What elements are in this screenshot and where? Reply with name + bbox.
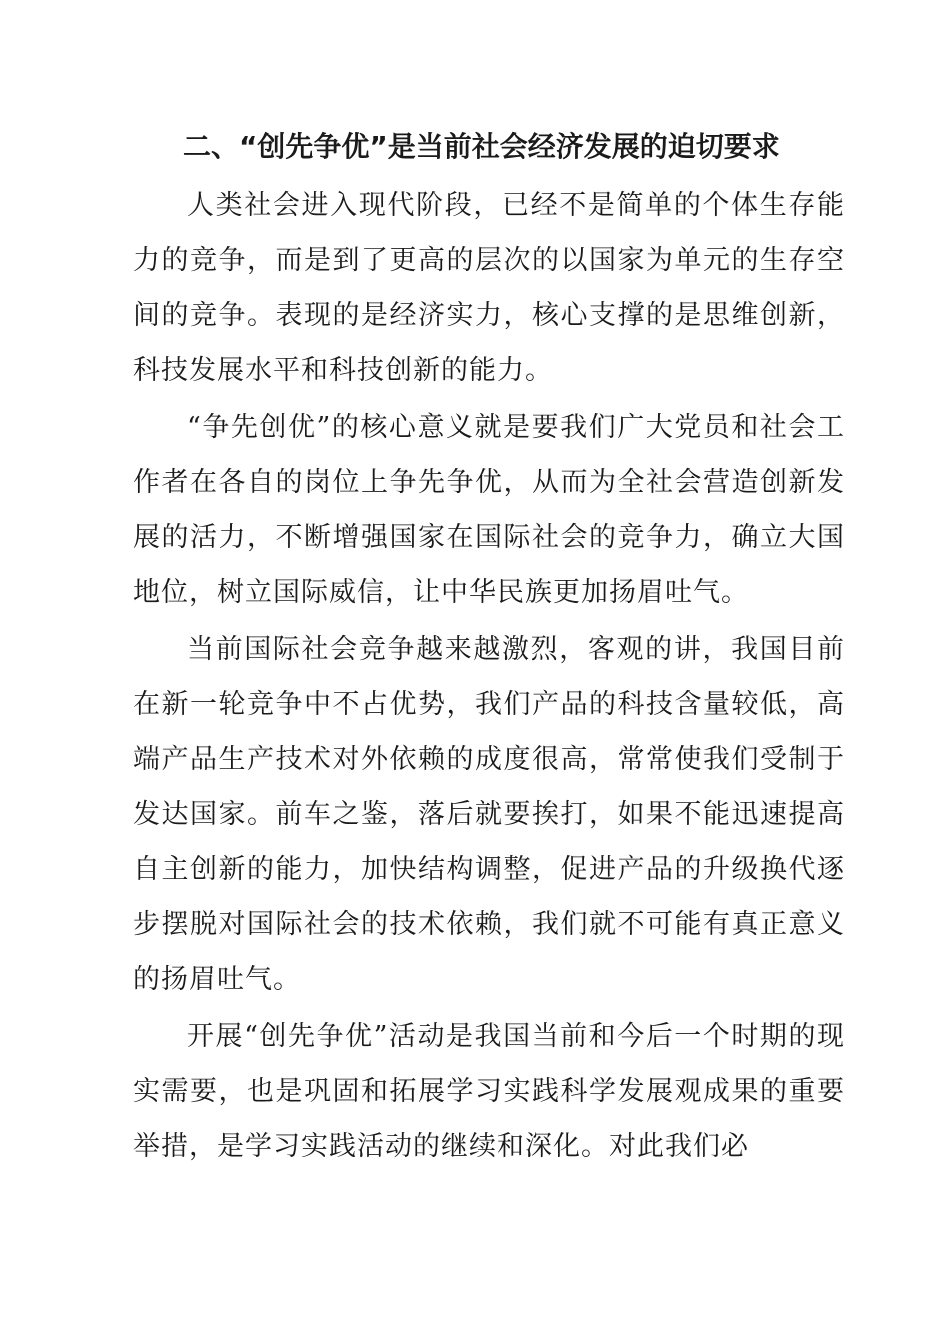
paragraph-3: 当前国际社会竞争越来越激烈，客观的讲，我国目前在新一轮竞争中不占优势，我们产品的科技含量较低，高端产品生产技术对外依赖的成度很高，常常使我们受制于发达国家。前车之鉴，落后就要挨打，如果不能迅速提高自主创新的能力，加快结构调整，促进产品的升级换代逐步摆脱对国际社会的技术依赖，我们就不可能有真正意义的扬眉吐气。 (133, 634, 845, 995)
paragraph-2: “争先创优”的核心意义就是要我们广大党员和社会工作者在各自的岗位上争先争优，从而为全社会营造创新发展的活力，不断增强国家在国际社会的竞争力，确立大国地位，树立国际威信，让中华民族更加扬眉吐气。 (133, 412, 845, 608)
document-body (133, 122, 845, 1174)
paragraph-1: 人类社会进入现代阶段，已经不是简单的个体生存能力的竞争，而是到了更高的层次的以国家为单元的生存空间的竞争。表现的是经济实力，核心支撑的是思维创新，科技发展水平和科技创新的能力。 (133, 190, 845, 386)
paragraph-4: 开展“创先争优”活动是我国当前和今后一个时期的现实需要，也是巩固和拓展学习实践科学发展观成果的重要举措，是学习实践活动的继续和深化。对此我们必 (133, 1021, 845, 1162)
section-heading: 二、“创先争优”是当前社会经济发展的迫切要求 (183, 130, 780, 163)
